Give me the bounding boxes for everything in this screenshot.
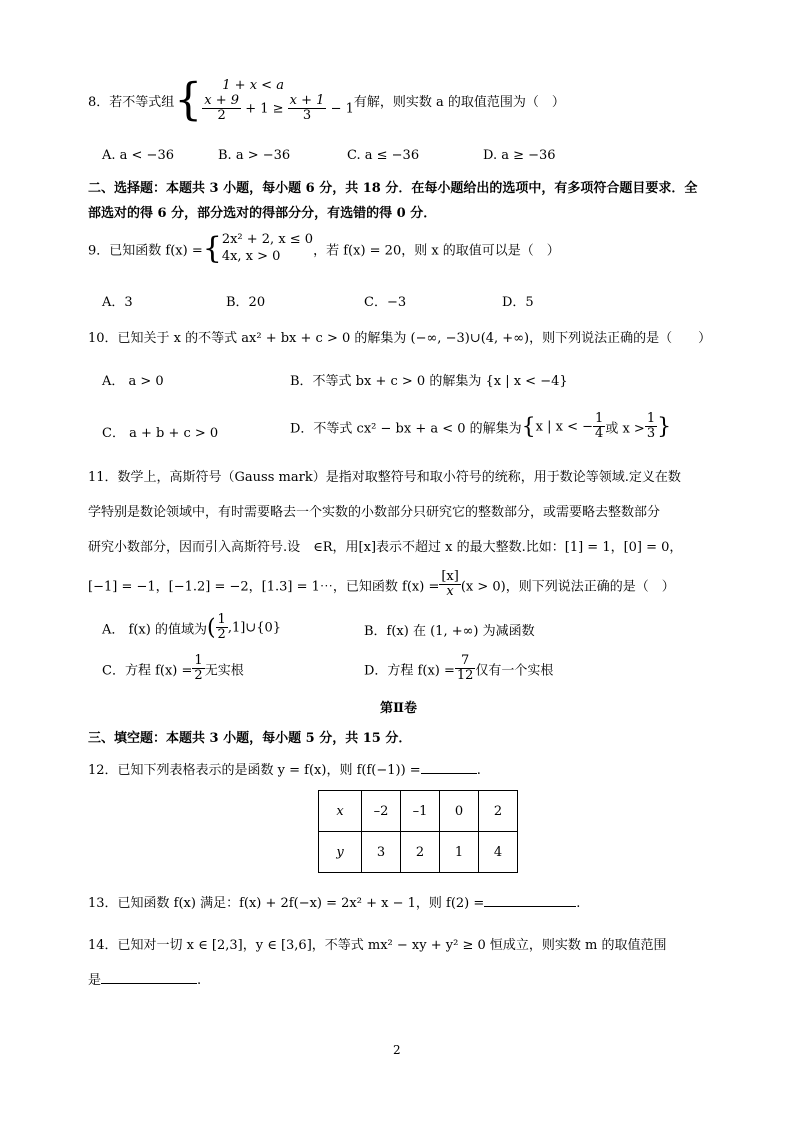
q9-case1: 2x² + 2, x ≤ 0 bbox=[221, 232, 314, 247]
q8-end: − 1 bbox=[330, 100, 354, 116]
q11-a-frac bbox=[216, 613, 228, 643]
q12-table-cell: 2 bbox=[479, 791, 518, 832]
q11-c-frac-den: 2 bbox=[194, 668, 203, 684]
q12-table bbox=[318, 790, 518, 873]
page-number: 2 bbox=[393, 1043, 401, 1057]
q11-line1: 11．数学上，高斯符号（Gauss mark）是指对取整符号和取小符号的统称，用于数论等领域.定义在数 bbox=[88, 470, 681, 485]
q10-d-mid: 或 x > bbox=[605, 421, 645, 437]
question-8 bbox=[88, 74, 565, 126]
q11-option-b: B．f(x) 在 (1, +∞) 为减函数 bbox=[364, 624, 535, 639]
q12-stem-text: 12．已知下列表格表示的是函数 y = f(x)，则 f(f(−1)) = bbox=[88, 763, 421, 778]
q8-frac2-den: 3 bbox=[302, 107, 312, 123]
q12-table-cell: –1 bbox=[401, 791, 440, 832]
q8-frac1-den: 2 bbox=[217, 107, 226, 123]
q8-tail: 有解，则实数 a 的取值范围为（ ） bbox=[353, 95, 565, 111]
q11-option-a: A． f(x) 的值域为( $\frac{1}{2}$ ,1]∪{0} bbox=[102, 612, 282, 643]
q13-stem: 13．已知函数 f(x) 满足：f(x) + 2f(−x) = 2x² + x − 1，则 f(2) = . bbox=[88, 896, 581, 911]
q10-d-frac1-den: 4 bbox=[595, 426, 604, 442]
q8-system bbox=[202, 78, 354, 123]
q12-table-cell: 0 bbox=[440, 791, 479, 832]
q8-frac1-num: x + 9 bbox=[204, 92, 240, 108]
q11-d-frac-num: 7 bbox=[455, 654, 476, 669]
q11-line2: 学特别是数论领域中，有时需要略去一个实数的小数部分只研究它的整数部分，或需要略去整数部分 bbox=[88, 505, 661, 520]
q10-d-frac2-num: 1 bbox=[646, 411, 656, 426]
q9-option-a: A．3 bbox=[102, 295, 133, 310]
q11-line4-frac-den: x bbox=[446, 584, 454, 600]
q12-answer-blank[interactable] bbox=[421, 773, 477, 774]
q8-brace: { bbox=[174, 74, 203, 126]
q11-line3: 研究小数部分，因而引入高斯符号.设 ∈R，用[x]表示不超过 x 的最大整数.比如：[1] = 1，[0] = 0， bbox=[88, 540, 683, 555]
q12-table-cell: –2 bbox=[362, 791, 401, 832]
q12-table-row-x bbox=[319, 791, 518, 832]
q11-c-tail: 无实根 bbox=[204, 663, 244, 679]
q9-option-b: B．20 bbox=[226, 295, 266, 310]
q11-a-tail: ,1]∪{0} bbox=[227, 620, 282, 636]
q8-option-d: D. a ≥ −36 bbox=[483, 148, 556, 163]
q14-line2-text: 是 bbox=[88, 973, 102, 988]
q9-brace: { bbox=[202, 230, 222, 266]
q8-option-b: B. a > −36 bbox=[218, 148, 291, 163]
q12-table-y-label: y bbox=[319, 832, 362, 873]
q11-d-pre: D．方程 f(x) = bbox=[364, 663, 455, 679]
q10-d-frac1 bbox=[593, 412, 605, 442]
q12-table-cell: 3 bbox=[362, 832, 401, 873]
q11-d-frac bbox=[455, 654, 476, 684]
q11-line4-tail: (x > 0)，则下列说法正确的是（ ） bbox=[460, 579, 675, 595]
q8-system-line2 bbox=[202, 94, 354, 124]
q10-d-rbrace: } bbox=[657, 414, 672, 440]
q14-answer-blank[interactable] bbox=[101, 983, 197, 984]
q10-stem: 10．已知关于 x 的不等式 ax² + bx + c > 0 的解集为 (−∞, −3)∪(4, +∞)，则下列说法正确的是（ ） bbox=[88, 331, 712, 346]
q11-a-frac-den: 2 bbox=[217, 627, 226, 643]
q9-case2: 4x, x > 0 bbox=[221, 248, 281, 264]
q12-stem: 12．已知下列表格表示的是函数 y = f(x)，则 f(f(−1)) = . bbox=[88, 763, 481, 778]
q11-line4 bbox=[88, 570, 675, 600]
q10-option-b: B．不等式 bx + c > 0 的解集为 {x | x < −4} bbox=[290, 374, 568, 389]
question-9 bbox=[88, 232, 560, 266]
q11-c-pre: C．方程 f(x) = bbox=[102, 663, 193, 679]
q11-d-frac-den: 12 bbox=[456, 668, 474, 684]
q11-option-c bbox=[102, 654, 244, 684]
q10-option-a: A． a > 0 bbox=[102, 374, 164, 389]
q12-table-cell: 4 bbox=[479, 832, 518, 873]
q10-d-frac1-num: 1 bbox=[595, 411, 604, 426]
section-2-line2: 部选对的得 6 分，部分选对的得部分分，有选错的得 0 分． bbox=[88, 206, 437, 221]
q11-c-frac bbox=[192, 654, 204, 684]
q9-option-d: D．5 bbox=[502, 295, 534, 310]
q10-d-frac2-den: 3 bbox=[646, 426, 656, 442]
q14-line2: 是 . bbox=[88, 973, 202, 988]
section-3-heading: 三、填空题：本题共 3 小题，每小题 5 分，共 15 分． bbox=[88, 731, 412, 746]
q11-c-frac-num: 1 bbox=[194, 653, 203, 668]
q10-option-d bbox=[290, 412, 671, 442]
section-2-line1: 二、选择题：本题共 3 小题，每小题 6 分，共 18 分．在每小题给出的选项中，有多项符合题目要求．全 bbox=[88, 181, 698, 196]
q10-d-lbrace: { bbox=[521, 414, 536, 440]
q9-cases bbox=[222, 232, 313, 266]
q13-stem-text: 13．已知函数 f(x) 满足：f(x) + 2f(−x) = 2x² + x − 1，则 f(2) = bbox=[88, 896, 485, 911]
q8-option-a: A. a < −36 bbox=[102, 148, 174, 163]
q9-pre: 9．已知函数 f(x) = bbox=[88, 243, 203, 259]
q10-d-frac2 bbox=[645, 412, 657, 442]
q8-system-line1: 1 + x < a bbox=[222, 78, 284, 93]
q8-option-c: C. a ≤ −36 bbox=[347, 148, 420, 163]
q8-number: 8．若不等式组 bbox=[88, 95, 175, 111]
q11-d-tail: 仅有一个实根 bbox=[475, 663, 554, 679]
q12-table-row-y bbox=[319, 832, 518, 873]
q12-table-cell: 1 bbox=[440, 832, 479, 873]
q10-d-set: x | x < − bbox=[535, 419, 594, 435]
q9-option-c: C．−3 bbox=[364, 295, 407, 310]
q13-answer-blank[interactable] bbox=[484, 906, 576, 907]
q10-d-pre: D．不等式 cx² − bx + a < 0 的解集为 bbox=[290, 421, 522, 437]
q11-line4-pre: [−1] = −1，[−1.2] = −2，[1.3] = 1⋯，已知函数 f(x) = bbox=[88, 579, 440, 595]
q14-line1: 14．已知对一切 x ∈ [2,3]，y ∈ [3,6]，不等式 mx² − xy + y² ≥ 0 恒成立，则实数 m 的取值范围 bbox=[88, 938, 667, 953]
q12-table-cell: 2 bbox=[401, 832, 440, 873]
q11-line4-frac bbox=[439, 570, 460, 600]
q11-a-pre: A． f(x) 的值域为 bbox=[102, 622, 207, 638]
q8-mid: + 1 ≥ bbox=[245, 100, 284, 116]
q12-table-x-label: x bbox=[319, 791, 362, 832]
q9-tail: ，若 f(x) = 20，则 x 的取值可以是（ ） bbox=[313, 243, 560, 259]
q10-option-c: C． a + b + c > 0 bbox=[102, 426, 219, 441]
q8-frac2-num: x + 1 bbox=[289, 92, 325, 108]
q11-a-frac-num: 1 bbox=[217, 612, 226, 627]
part-2-heading: 第Ⅱ卷 bbox=[380, 701, 417, 716]
q11-line4-frac-num: [x] bbox=[441, 569, 459, 584]
q11-option-d bbox=[364, 654, 553, 684]
